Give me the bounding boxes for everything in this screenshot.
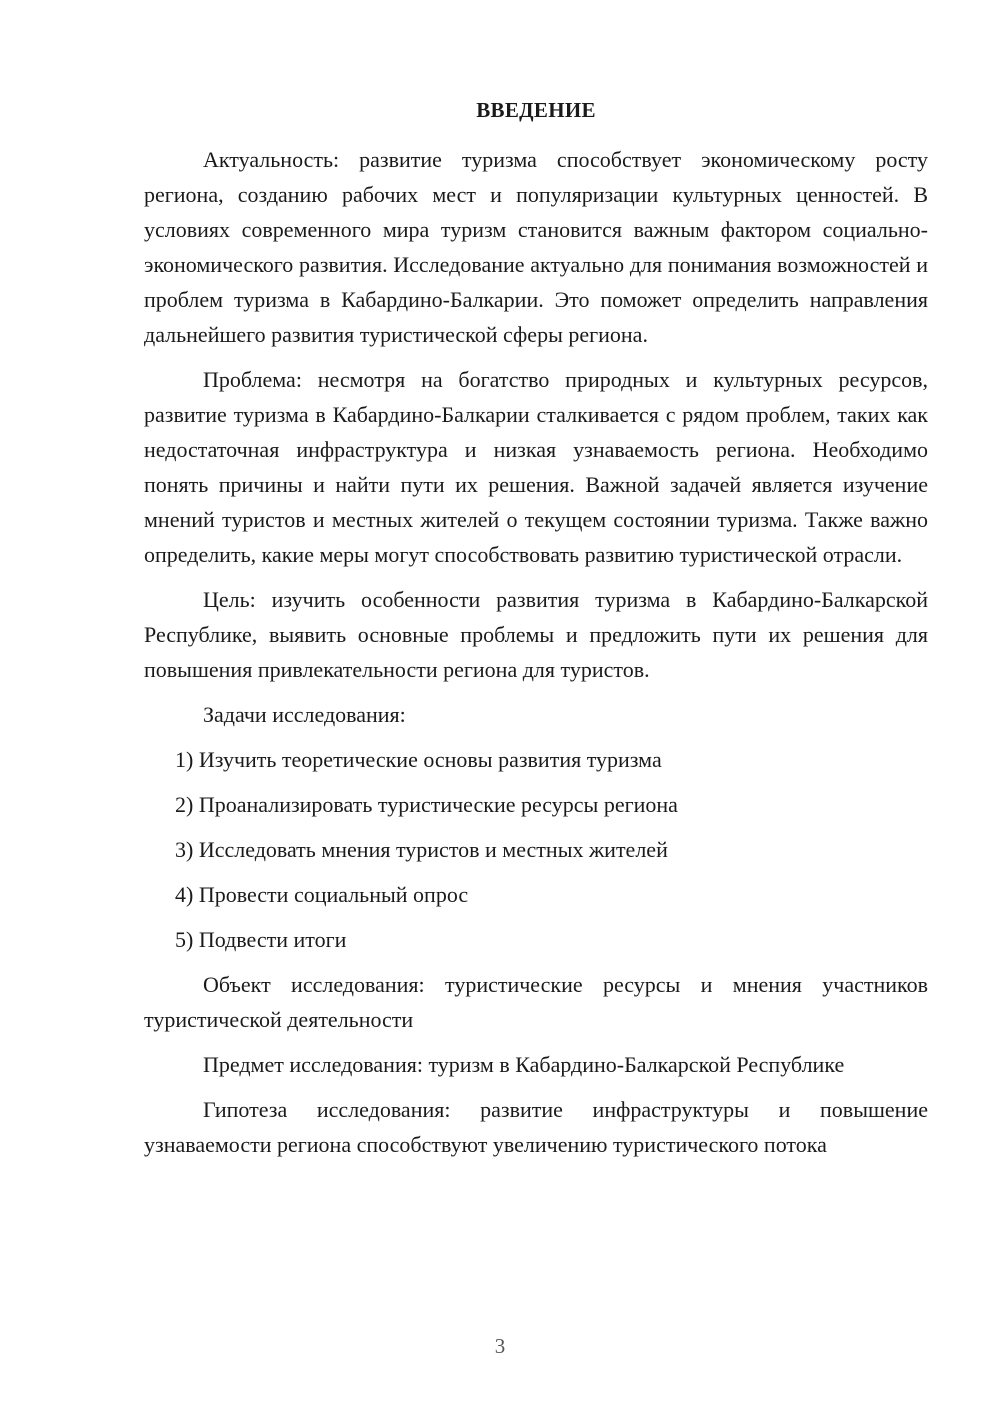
task-item: 1) Изучить теоретические основы развития туризма: [175, 747, 662, 772]
section-heading: ВВЕДЕНИЕ: [476, 98, 596, 122]
task-item: 5) Подвести итоги: [175, 927, 347, 952]
goal-paragraph: Цель: изучить особенности развития туризма в Кабардино-Балкарской Республике, выявить основные проблемы и предложить пути их решения для повышения привлекательности региона для туристов.: [144, 587, 928, 682]
document-page: [144, 94, 928, 1172]
task-item: 4) Провести социальный опрос: [175, 882, 469, 907]
task-item: 3) Исследовать мнения туристов и местных жителей: [175, 837, 668, 862]
task-item: 2) Проанализировать туристические ресурсы региона: [175, 792, 678, 817]
object-paragraph: Объект исследования: туристические ресурсы и мнения участников туристической деятельности: [144, 972, 928, 1032]
page-number: 3: [494, 1334, 506, 1358]
tasks-list: [144, 742, 928, 957]
hypothesis-paragraph: Гипотеза исследования: развитие инфраструктуры и повышение узнаваемости региона способствуют увеличению туристического потока: [144, 1097, 928, 1157]
problem-paragraph: Проблема: несмотря на богатство природных и культурных ресурсов, развитие туризма в Кабардино-Балкарии сталкивается с рядом проблем, таких как недостаточная инфраструктура и низкая узнаваемость региона. Необходимо понять причины и найти пути их решения. Важной задачей является изучение мнений туристов и местных жителей о текущем состоянии туризма. Также важно определить, какие меры могут способствовать развитию туристической отрасли.: [144, 367, 928, 567]
tasks-title: Задачи исследования:: [203, 702, 406, 727]
relevance-paragraph: Актуальность: развитие туризма способствует экономическому росту региона, созданию рабочих мест и популяризации культурных ценностей. В условиях современного мира туризм становится важным фактором социально-экономического развития. Исследование актуально для понимания возможностей и проблем туризма в Кабардино-Балкарии. Это поможет определить направления дальнейшего развития туристической сферы региона.: [144, 147, 928, 347]
subject-paragraph: Предмет исследования: туризм в Кабардино-Балкарской Республике: [203, 1052, 845, 1077]
